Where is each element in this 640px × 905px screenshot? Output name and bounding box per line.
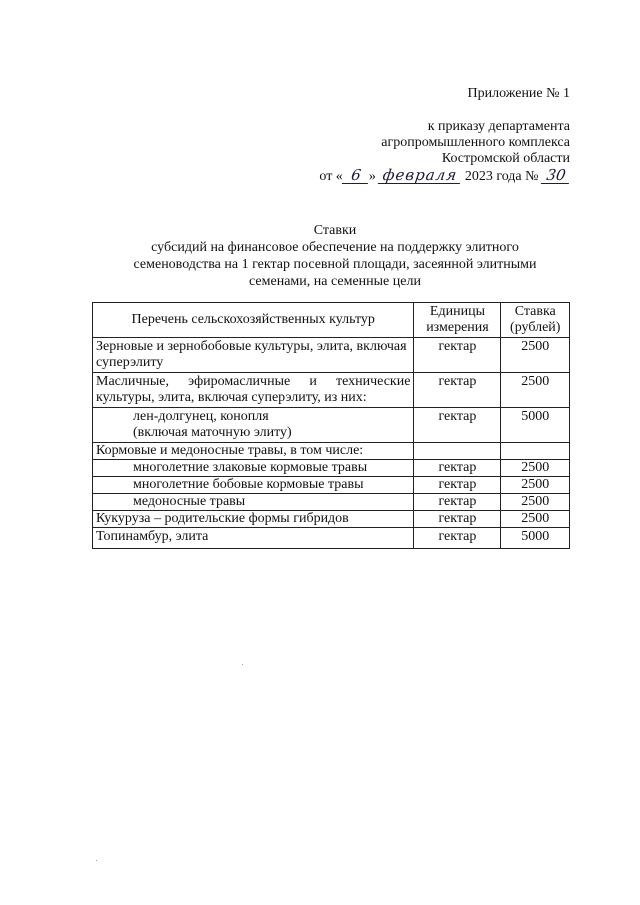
row-unit: гектар [414,477,501,494]
title-line: Ставки [313,223,357,238]
row-unit: гектар [414,511,501,528]
order-number-handwritten: 30 [541,167,571,184]
row-rate [501,443,570,460]
row-name: многолетние злаковые кормовые травы [93,460,414,477]
row-unit: гектар [414,460,501,477]
date-prefix: от « [319,169,343,184]
row-unit: гектар [414,528,501,549]
row-rate: 2500 [501,373,570,408]
header-rate: Ставка (рублей) [501,303,570,338]
header-crops: Перечень сельскохозяйственных культур [93,303,414,338]
row-rate: 2500 [501,460,570,477]
table-row [93,408,570,443]
scan-speck [96,860,97,861]
row-name: Зерновые и зернобобовые культуры, элита, включая суперэлиту [93,338,414,373]
row-name: медоносные травы [93,494,414,511]
table-row [93,443,570,460]
order-reference [381,119,570,167]
date-day-handwritten: 6 [342,167,370,184]
row-rate: 2500 [501,477,570,494]
row-unit [414,443,501,460]
row-name: Кукуруза – родительские формы гибридов [93,511,414,528]
table-row [93,460,570,477]
row-unit: гектар [414,338,501,373]
table-header-row [93,303,570,338]
appendix-heading [468,86,571,102]
scan-speck [242,664,243,665]
order-line: агропромышленного комплекса [381,135,570,150]
table-row [93,338,570,373]
row-rate: 5000 [501,408,570,443]
row-rate: 5000 [501,528,570,549]
row-unit: гектар [414,373,501,408]
table-row [93,373,570,408]
row-unit: гектар [414,408,501,443]
table-row [93,528,570,549]
row-name: лен-долгунец, конопля (включая маточную элиту) [93,408,414,443]
title-line: субсидий на финансовое обеспечение на поддержку элитного [151,240,519,255]
row-name: Масличные, эфиромасличные и технические культуры, элита, включая суперэлиту, из них: [93,373,414,408]
row-name: Топинамбур, элита [93,528,414,549]
row-rate: 2500 [501,494,570,511]
title-line: семенами, на семенные цели [249,274,421,289]
rates-table [92,302,570,549]
row-name: Кормовые и медоносные травы, в том числе: [93,443,414,460]
table-row [93,477,570,494]
table-row [93,511,570,528]
order-line: к приказу департамента [427,119,570,134]
title-line: семеноводства на 1 гектар посевной площади, засеянной элитными [133,257,537,272]
row-rate: 2500 [501,511,570,528]
date-month-handwritten: февраля [378,167,462,184]
row-rate: 2500 [501,338,570,373]
document-title [100,222,570,290]
header-units: Единицы измерения [414,303,501,338]
order-date-line [319,167,570,186]
table-row [93,494,570,511]
order-line: Костромской области [441,151,570,166]
row-unit: гектар [414,494,501,511]
appendix-label: Приложение № 1 [467,86,570,101]
row-name: многолетние бобовые кормовые травы [93,477,414,494]
date-day-close: » [368,169,376,184]
date-year: 2023 года № [464,169,539,184]
